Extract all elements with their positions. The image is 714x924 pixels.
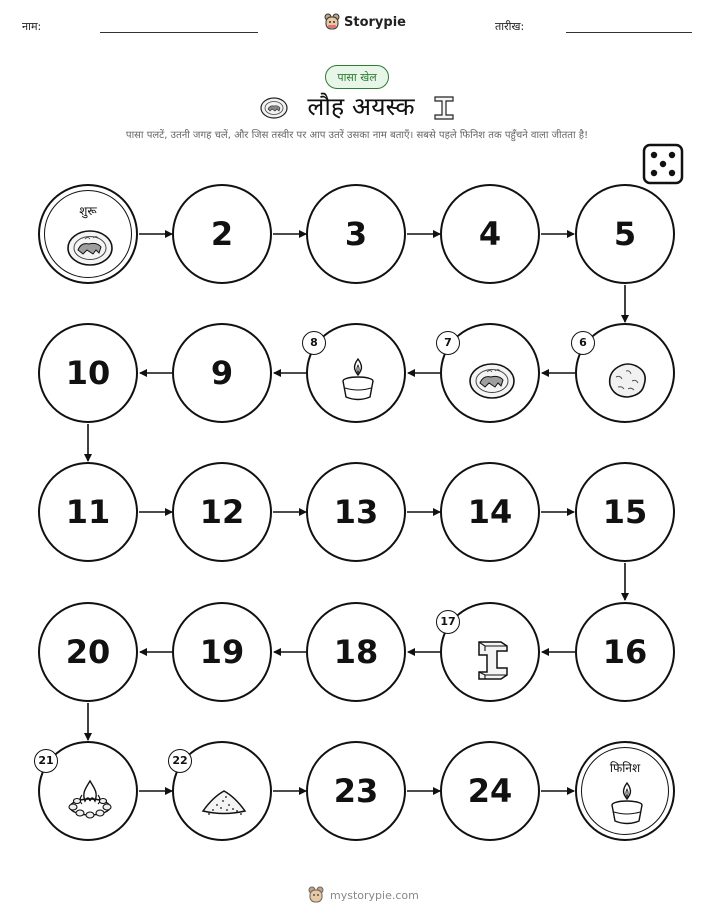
cell-number: 3 — [344, 215, 368, 253]
board-cell-23[interactable] — [306, 741, 406, 841]
board-cell-11[interactable] — [38, 462, 138, 562]
game-type-badge: पासा खेल — [325, 65, 389, 89]
board-cell-16[interactable] — [575, 602, 675, 702]
name-label: नाम: — [22, 20, 42, 33]
board-cell-2[interactable] — [172, 184, 272, 284]
cell-number: 20 — [65, 633, 111, 671]
board-cell-12[interactable] — [172, 462, 272, 562]
furnace-fire-icon — [65, 773, 115, 823]
cell-number: 15 — [602, 493, 648, 531]
board-cell-14[interactable] — [440, 462, 540, 562]
board-cell-1[interactable] — [38, 184, 138, 284]
cell-number: 13 — [333, 493, 379, 531]
board-cell-25[interactable] — [575, 741, 675, 841]
board-cell-5[interactable] — [575, 184, 675, 284]
crucible-icon — [602, 779, 652, 829]
board-cell-13[interactable] — [306, 462, 406, 562]
board-cell-21[interactable] — [38, 741, 138, 841]
board-cell-24[interactable] — [440, 741, 540, 841]
board-cell-19[interactable] — [172, 602, 272, 702]
cell-number: 18 — [333, 633, 379, 671]
cell-number: 5 — [613, 215, 637, 253]
date-label: तारीख: — [495, 20, 525, 33]
cell-number: 12 — [199, 493, 245, 531]
board-cell-20[interactable] — [38, 602, 138, 702]
board-cell-8[interactable] — [306, 323, 406, 423]
crucible-icon — [333, 355, 383, 405]
cell-number: 19 — [199, 633, 245, 671]
ore-rock-icon — [65, 222, 115, 272]
board-cell-22[interactable] — [172, 741, 272, 841]
cell-number-badge: 8 — [302, 331, 326, 355]
cell-number: 24 — [467, 772, 513, 810]
steel-beam-icon — [467, 634, 517, 684]
cell-number-badge: 7 — [436, 331, 460, 355]
cell-number-badge: 6 — [571, 331, 595, 355]
footer-url[interactable]: mystorypie.com — [330, 888, 419, 902]
storypie-mascot-icon — [308, 886, 324, 904]
board-cell-4[interactable] — [440, 184, 540, 284]
board-cell-10[interactable] — [38, 323, 138, 423]
board-cell-17[interactable] — [440, 602, 540, 702]
iron-powder-icon — [199, 773, 249, 823]
title-text: लौह अयस्क — [307, 92, 415, 121]
logo-text: Storypie — [344, 14, 406, 30]
board-cell-15[interactable] — [575, 462, 675, 562]
cell-number: 16 — [602, 633, 648, 671]
cell-number: 23 — [333, 772, 379, 810]
cell-number: 11 — [65, 493, 111, 531]
board-cell-6[interactable] — [575, 323, 675, 423]
start-label: शुरू — [79, 204, 97, 218]
finish-label: फिनिश — [609, 761, 641, 775]
footer — [308, 886, 419, 904]
cell-number-badge: 22 — [168, 749, 192, 773]
cell-number-badge: 21 — [34, 749, 58, 773]
board-cell-7[interactable] — [440, 323, 540, 423]
board-cell-18[interactable] — [306, 602, 406, 702]
cell-number: 14 — [467, 493, 513, 531]
iron-ore-icon — [602, 355, 652, 405]
instructions: पासा पलटें, उतनी जगह चलें, और जिस तस्वीर पर आप उतरें उसका नाम बताएँ। सबसे पहले फिनिश तक पहुँचने वाला जीतता है! — [125, 130, 589, 141]
board-cell-3[interactable] — [306, 184, 406, 284]
cell-number: 2 — [210, 215, 234, 253]
cell-number: 4 — [478, 215, 502, 253]
cell-number: 10 — [65, 354, 111, 392]
board-cell-9[interactable] — [172, 323, 272, 423]
cell-number-badge: 17 — [436, 610, 460, 634]
ore-rock-icon — [467, 355, 517, 405]
cell-number: 9 — [210, 354, 234, 392]
